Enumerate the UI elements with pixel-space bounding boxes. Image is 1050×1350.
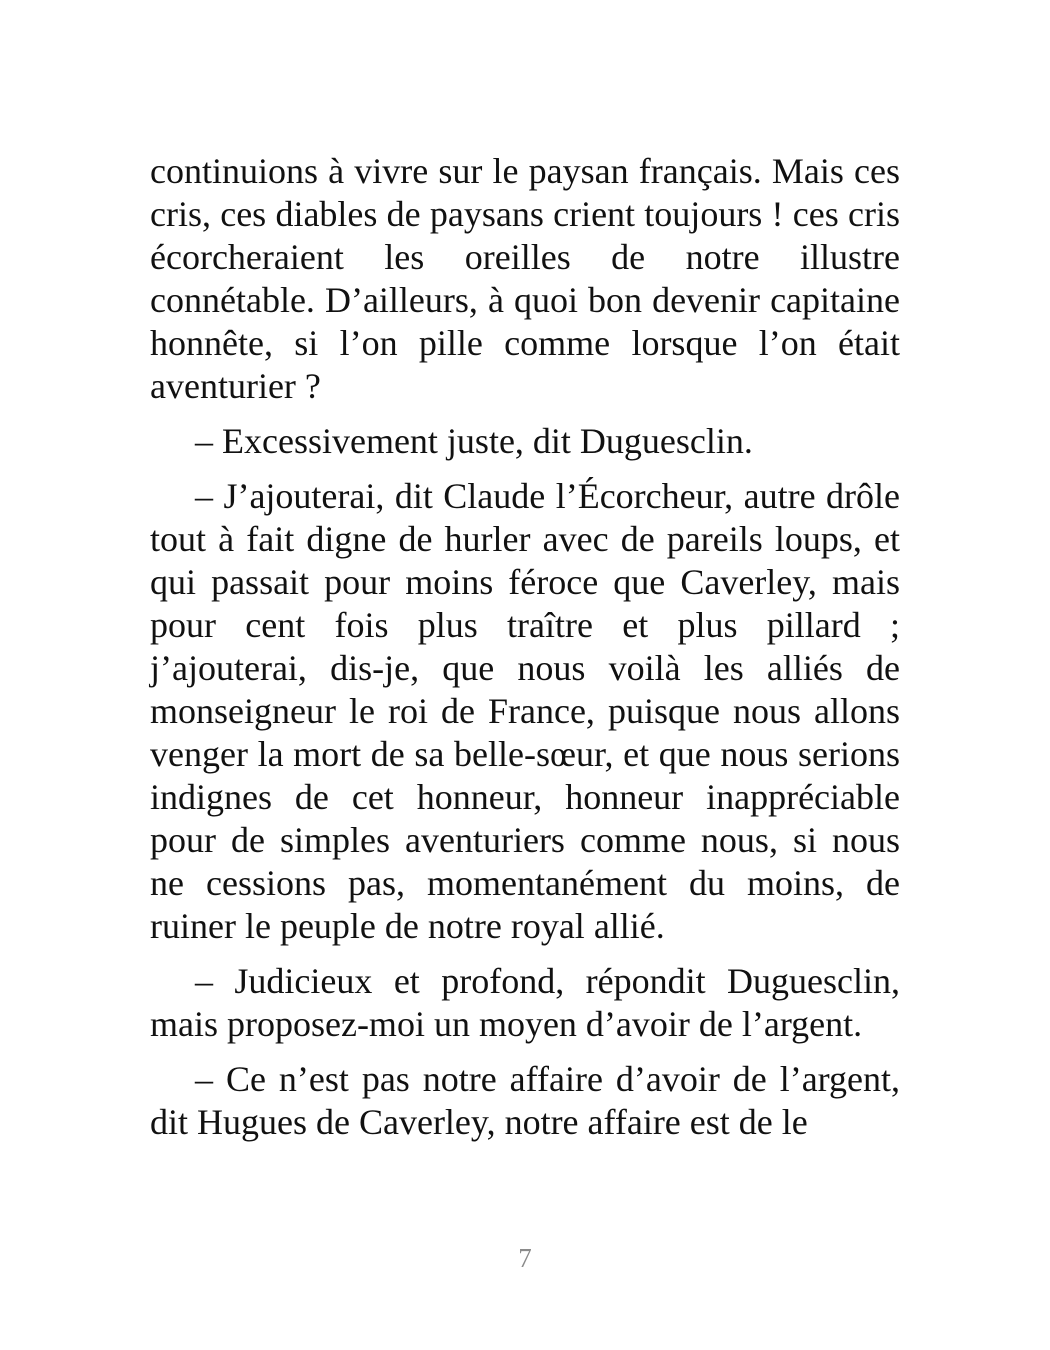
dialogue-paragraph: – J’ajouterai, dit Claude l’Écorcheur, autre drôle tout à fait digne de hurler avec de pareils loups, et qui passait pour moins féroce que Caverley, mais pour cent fois plus traître et plus pillard ; j’ajouterai, dis-je, que nous voilà les alliés de monseigneur le roi de France, puisque nous allons venger la mort de sa belle-sœur, et que nous serions indignes de cet honneur, honneur inappréciable pour de simples aventuriers comme nous, si nous ne cessions pas, momentanément du moins, de ruiner le peuple de notre royal allié.: [150, 476, 900, 946]
dialogue-paragraph: – Judicieux et profond, répondit Duguesclin, mais proposez-moi un moyen d’avoir de l’argent.: [150, 961, 900, 1044]
page-number: 7: [518, 1243, 532, 1273]
page-body: [150, 150, 900, 1156]
dialogue-paragraph: – Excessivement juste, dit Duguesclin.: [195, 421, 753, 461]
dialogue-paragraph: – Ce n’est pas notre affaire d’avoir de l’argent, dit Hugues de Caverley, notre affaire est de le: [150, 1059, 900, 1142]
paragraph-continued: continuions à vivre sur le paysan français. Mais ces cris, ces diables de paysans crient toujours ! ces cris écorcheraient les oreilles de notre illustre connétable. D’ailleurs, à quoi bon devenir capitaine honnête, si l’on pille comme lorsque l’on était aventurier ?: [150, 151, 900, 406]
